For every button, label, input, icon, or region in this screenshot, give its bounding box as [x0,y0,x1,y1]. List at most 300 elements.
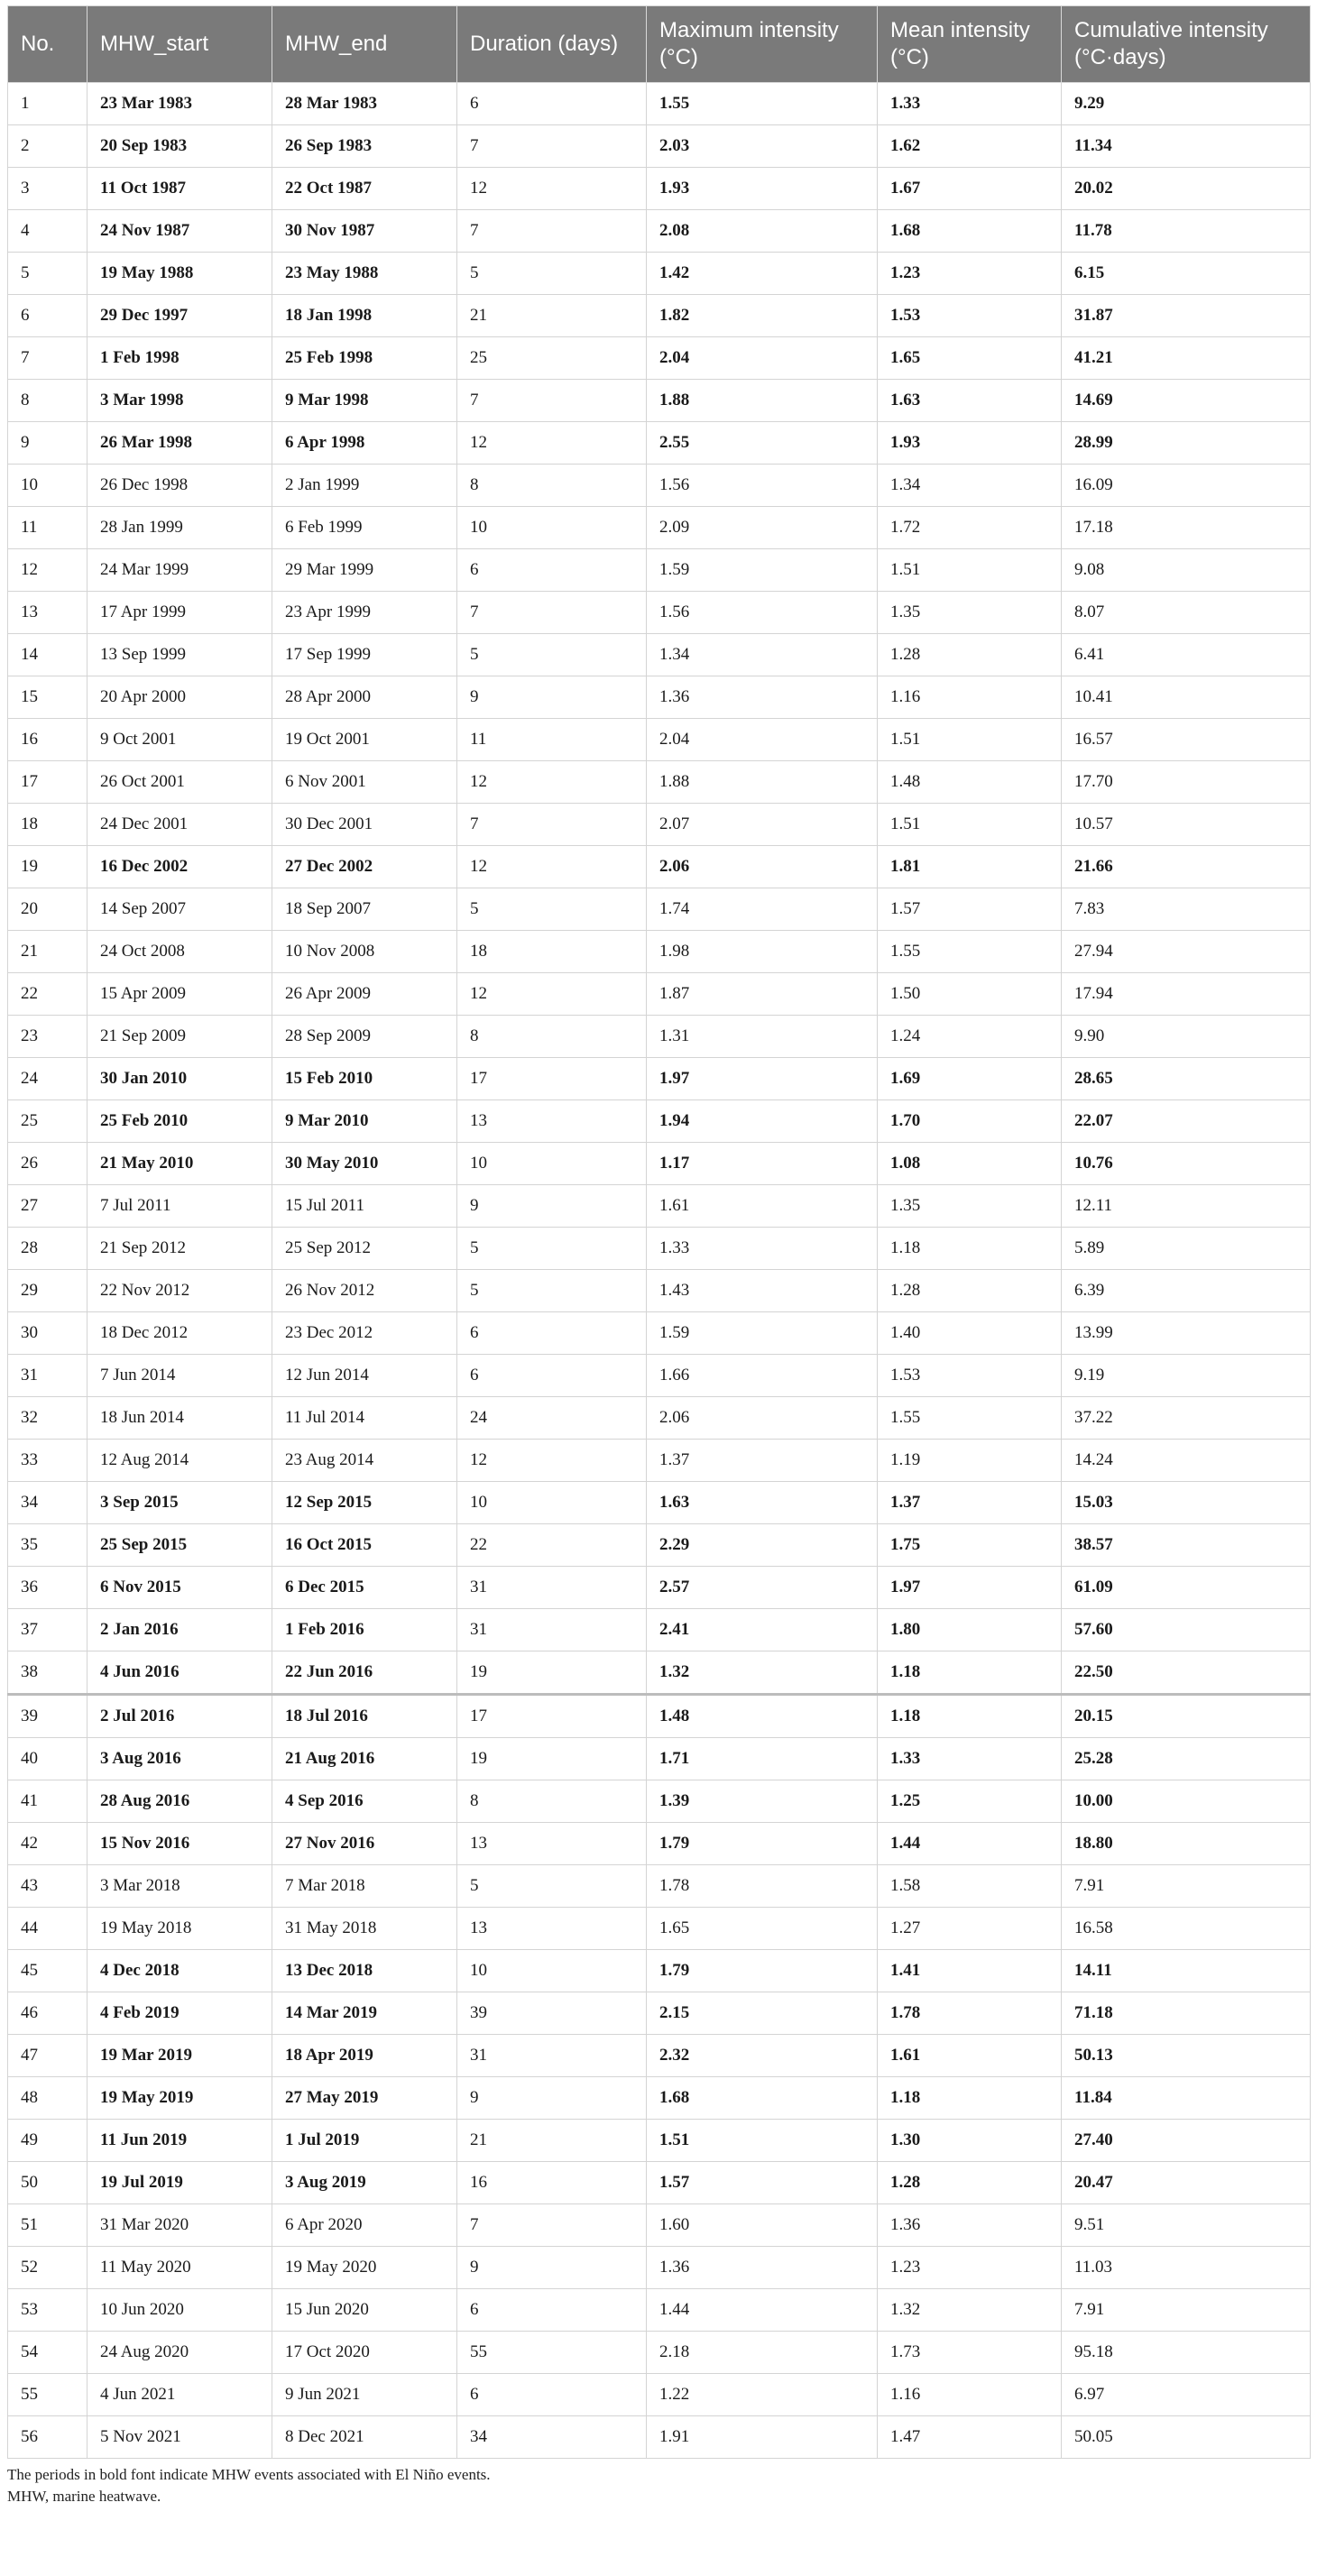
cell-max-intensity: 2.06 [647,1397,878,1440]
cell-cumulative-intensity: 37.22 [1062,1397,1311,1440]
cell-cumulative-intensity: 10.00 [1062,1780,1311,1823]
table-row [8,1908,1311,1950]
cell-mhw-start: 4 Jun 2016 [87,1651,272,1695]
header-max-intensity: Maximum intensity (°C) [647,6,878,83]
cell-mean-intensity: 1.57 [878,888,1062,931]
cell-max-intensity: 2.55 [647,422,878,465]
cell-mean-intensity: 1.80 [878,1609,1062,1651]
cell-max-intensity: 1.17 [647,1143,878,1185]
cell-mean-intensity: 1.33 [878,1738,1062,1780]
cell-cumulative-intensity: 71.18 [1062,1992,1311,2035]
table-row [8,2035,1311,2077]
table-row [8,1058,1311,1100]
table-row [8,1992,1311,2035]
cell-max-intensity: 1.32 [647,1651,878,1695]
cell-mean-intensity: 1.72 [878,507,1062,549]
cell-mean-intensity: 1.97 [878,1567,1062,1609]
cell-cumulative-intensity: 11.78 [1062,210,1311,253]
cell-max-intensity: 1.79 [647,1950,878,1992]
cell-no: 5 [8,253,87,295]
cell-mean-intensity: 1.47 [878,2416,1062,2459]
cell-mean-intensity: 1.70 [878,1100,1062,1143]
cell-mhw-start: 9 Oct 2001 [87,719,272,761]
table-row [8,1524,1311,1567]
cell-mhw-start: 24 Aug 2020 [87,2332,272,2374]
table-row [8,804,1311,846]
cell-mhw-start: 28 Aug 2016 [87,1780,272,1823]
cell-max-intensity: 2.41 [647,1609,878,1651]
table-row [8,1780,1311,1823]
cell-cumulative-intensity: 7.83 [1062,888,1311,931]
cell-mhw-start: 26 Dec 1998 [87,465,272,507]
table-row [8,253,1311,295]
cell-mhw-end: 15 Jun 2020 [272,2289,457,2332]
cell-max-intensity: 1.57 [647,2162,878,2204]
cell-cumulative-intensity: 11.84 [1062,2077,1311,2120]
cell-no: 16 [8,719,87,761]
table-row [8,761,1311,804]
cell-max-intensity: 1.98 [647,931,878,973]
cell-no: 10 [8,465,87,507]
cell-max-intensity: 1.42 [647,253,878,295]
cell-mean-intensity: 1.65 [878,337,1062,380]
cell-cumulative-intensity: 9.51 [1062,2204,1311,2247]
cell-no: 22 [8,973,87,1016]
cell-max-intensity: 1.87 [647,973,878,1016]
cell-no: 40 [8,1738,87,1780]
cell-no: 26 [8,1143,87,1185]
cell-no: 33 [8,1440,87,1482]
cell-mhw-end: 15 Jul 2011 [272,1185,457,1228]
cell-mhw-start: 5 Nov 2021 [87,2416,272,2459]
header-mhw-start: MHW_start [87,6,272,83]
cell-max-intensity: 1.60 [647,2204,878,2247]
table-row [8,676,1311,719]
header-cumulative-intensity: Cumulative intensity (°C·days) [1062,6,1311,83]
cell-mhw-start: 26 Oct 2001 [87,761,272,804]
cell-cumulative-intensity: 6.41 [1062,634,1311,676]
cell-mhw-end: 28 Mar 1983 [272,83,457,125]
cell-mean-intensity: 1.23 [878,2247,1062,2289]
cell-cumulative-intensity: 12.11 [1062,1185,1311,1228]
cell-mhw-end: 23 Dec 2012 [272,1312,457,1355]
cell-mhw-start: 24 Dec 2001 [87,804,272,846]
cell-max-intensity: 1.56 [647,465,878,507]
table-row [8,2289,1311,2332]
cell-no: 55 [8,2374,87,2416]
cell-mhw-end: 6 Feb 1999 [272,507,457,549]
cell-mhw-end: 23 Aug 2014 [272,1440,457,1482]
cell-mean-intensity: 1.55 [878,1397,1062,1440]
cell-max-intensity: 1.93 [647,168,878,210]
cell-max-intensity: 1.59 [647,549,878,592]
cell-cumulative-intensity: 95.18 [1062,2332,1311,2374]
cell-duration: 13 [457,1823,647,1865]
cell-mhw-end: 30 May 2010 [272,1143,457,1185]
cell-duration: 12 [457,168,647,210]
cell-mhw-end: 18 Apr 2019 [272,2035,457,2077]
cell-mhw-start: 4 Jun 2021 [87,2374,272,2416]
cell-cumulative-intensity: 20.47 [1062,2162,1311,2204]
cell-mhw-end: 11 Jul 2014 [272,1397,457,1440]
cell-no: 41 [8,1780,87,1823]
cell-mean-intensity: 1.53 [878,295,1062,337]
cell-duration: 8 [457,1016,647,1058]
cell-mhw-end: 30 Dec 2001 [272,804,457,846]
cell-cumulative-intensity: 9.08 [1062,549,1311,592]
cell-mhw-start: 25 Feb 2010 [87,1100,272,1143]
cell-no: 18 [8,804,87,846]
footnote-bold-periods: The periods in bold font indicate MHW events associated with El Niño events. [7,2466,491,2483]
cell-mean-intensity: 1.24 [878,1016,1062,1058]
table-row [8,465,1311,507]
cell-mhw-start: 7 Jul 2011 [87,1185,272,1228]
cell-mean-intensity: 1.61 [878,2035,1062,2077]
cell-mean-intensity: 1.50 [878,973,1062,1016]
cell-mean-intensity: 1.53 [878,1355,1062,1397]
cell-duration: 9 [457,2247,647,2289]
cell-cumulative-intensity: 27.40 [1062,2120,1311,2162]
cell-duration: 6 [457,83,647,125]
cell-mhw-start: 28 Jan 1999 [87,507,272,549]
cell-no: 39 [8,1695,87,1738]
cell-max-intensity: 1.59 [647,1312,878,1355]
cell-max-intensity: 1.36 [647,2247,878,2289]
cell-mean-intensity: 1.28 [878,2162,1062,2204]
cell-duration: 7 [457,2204,647,2247]
cell-max-intensity: 1.78 [647,1865,878,1908]
cell-duration: 6 [457,1355,647,1397]
cell-no: 52 [8,2247,87,2289]
mhw-events-table [7,5,1311,2459]
cell-max-intensity: 1.79 [647,1823,878,1865]
cell-mhw-start: 3 Sep 2015 [87,1482,272,1524]
cell-mhw-start: 7 Jun 2014 [87,1355,272,1397]
cell-mhw-end: 6 Apr 2020 [272,2204,457,2247]
table-row [8,168,1311,210]
table-header [8,6,1311,83]
header-mhw-end: MHW_end [272,6,457,83]
cell-mhw-start: 21 Sep 2012 [87,1228,272,1270]
cell-mhw-end: 1 Jul 2019 [272,2120,457,2162]
cell-cumulative-intensity: 27.94 [1062,931,1311,973]
cell-mhw-end: 6 Nov 2001 [272,761,457,804]
table-row [8,549,1311,592]
table-row [8,2162,1311,2204]
cell-duration: 7 [457,592,647,634]
cell-duration: 5 [457,1228,647,1270]
cell-mhw-end: 17 Oct 2020 [272,2332,457,2374]
cell-duration: 17 [457,1695,647,1738]
cell-max-intensity: 1.88 [647,380,878,422]
cell-no: 27 [8,1185,87,1228]
cell-duration: 19 [457,1738,647,1780]
cell-mhw-start: 16 Dec 2002 [87,846,272,888]
cell-cumulative-intensity: 28.99 [1062,422,1311,465]
cell-no: 17 [8,761,87,804]
cell-mhw-end: 10 Nov 2008 [272,931,457,973]
cell-mhw-start: 24 Oct 2008 [87,931,272,973]
cell-mhw-end: 18 Jul 2016 [272,1695,457,1738]
table-row [8,1482,1311,1524]
cell-no: 20 [8,888,87,931]
cell-duration: 16 [457,2162,647,2204]
cell-mean-intensity: 1.16 [878,2374,1062,2416]
cell-max-intensity: 1.74 [647,888,878,931]
cell-mhw-end: 23 Apr 1999 [272,592,457,634]
cell-mhw-start: 21 May 2010 [87,1143,272,1185]
cell-max-intensity: 2.18 [647,2332,878,2374]
cell-duration: 8 [457,1780,647,1823]
cell-mhw-end: 6 Dec 2015 [272,1567,457,1609]
cell-cumulative-intensity: 6.39 [1062,1270,1311,1312]
cell-cumulative-intensity: 9.90 [1062,1016,1311,1058]
cell-mean-intensity: 1.30 [878,2120,1062,2162]
table-row [8,719,1311,761]
cell-duration: 10 [457,1950,647,1992]
cell-mean-intensity: 1.78 [878,1992,1062,2035]
cell-max-intensity: 1.44 [647,2289,878,2332]
cell-mhw-end: 27 Dec 2002 [272,846,457,888]
cell-max-intensity: 1.37 [647,1440,878,1482]
cell-mean-intensity: 1.67 [878,168,1062,210]
cell-no: 4 [8,210,87,253]
cell-duration: 6 [457,2374,647,2416]
cell-mean-intensity: 1.19 [878,1440,1062,1482]
cell-no: 30 [8,1312,87,1355]
cell-cumulative-intensity: 10.57 [1062,804,1311,846]
cell-cumulative-intensity: 20.15 [1062,1695,1311,1738]
cell-mean-intensity: 1.51 [878,549,1062,592]
cell-mhw-start: 18 Dec 2012 [87,1312,272,1355]
cell-duration: 7 [457,125,647,168]
cell-no: 36 [8,1567,87,1609]
table-row [8,1651,1311,1695]
cell-duration: 8 [457,465,647,507]
table-row [8,1100,1311,1143]
cell-cumulative-intensity: 41.21 [1062,337,1311,380]
cell-cumulative-intensity: 28.65 [1062,1058,1311,1100]
cell-cumulative-intensity: 16.58 [1062,1908,1311,1950]
cell-mean-intensity: 1.81 [878,846,1062,888]
cell-mean-intensity: 1.34 [878,465,1062,507]
cell-max-intensity: 1.61 [647,1185,878,1228]
cell-mhw-end: 22 Oct 1987 [272,168,457,210]
cell-no: 14 [8,634,87,676]
cell-mhw-start: 11 May 2020 [87,2247,272,2289]
cell-duration: 11 [457,719,647,761]
cell-cumulative-intensity: 14.11 [1062,1950,1311,1992]
cell-max-intensity: 1.55 [647,83,878,125]
cell-mhw-start: 19 May 1988 [87,253,272,295]
cell-no: 6 [8,295,87,337]
table-row [8,2120,1311,2162]
cell-mhw-end: 26 Apr 2009 [272,973,457,1016]
cell-duration: 10 [457,507,647,549]
cell-mean-intensity: 1.69 [878,1058,1062,1100]
cell-duration: 31 [457,2035,647,2077]
cell-mhw-start: 19 May 2019 [87,2077,272,2120]
cell-mhw-start: 1 Feb 1998 [87,337,272,380]
cell-max-intensity: 2.03 [647,125,878,168]
cell-duration: 12 [457,422,647,465]
cell-mean-intensity: 1.93 [878,422,1062,465]
cell-mean-intensity: 1.51 [878,804,1062,846]
cell-mhw-end: 25 Feb 1998 [272,337,457,380]
cell-mhw-end: 7 Mar 2018 [272,1865,457,1908]
cell-no: 49 [8,2120,87,2162]
cell-mhw-start: 2 Jul 2016 [87,1695,272,1738]
cell-duration: 7 [457,210,647,253]
cell-duration: 22 [457,1524,647,1567]
cell-max-intensity: 1.94 [647,1100,878,1143]
cell-max-intensity: 1.51 [647,2120,878,2162]
cell-duration: 7 [457,380,647,422]
cell-no: 50 [8,2162,87,2204]
cell-mhw-end: 12 Jun 2014 [272,1355,457,1397]
cell-cumulative-intensity: 7.91 [1062,2289,1311,2332]
cell-mean-intensity: 1.18 [878,1228,1062,1270]
cell-max-intensity: 2.08 [647,210,878,253]
table-row [8,1397,1311,1440]
cell-mhw-end: 3 Aug 2019 [272,2162,457,2204]
table-row [8,210,1311,253]
table-row [8,1185,1311,1228]
cell-mean-intensity: 1.18 [878,2077,1062,2120]
cell-duration: 12 [457,1440,647,1482]
cell-max-intensity: 1.97 [647,1058,878,1100]
cell-mhw-end: 23 May 1988 [272,253,457,295]
cell-cumulative-intensity: 17.70 [1062,761,1311,804]
cell-mean-intensity: 1.58 [878,1865,1062,1908]
cell-max-intensity: 1.39 [647,1780,878,1823]
cell-no: 37 [8,1609,87,1651]
cell-mhw-start: 26 Mar 1998 [87,422,272,465]
table-row [8,888,1311,931]
cell-cumulative-intensity: 8.07 [1062,592,1311,634]
cell-mhw-start: 29 Dec 1997 [87,295,272,337]
cell-cumulative-intensity: 57.60 [1062,1609,1311,1651]
cell-duration: 12 [457,761,647,804]
cell-duration: 7 [457,804,647,846]
cell-mhw-end: 1 Feb 2016 [272,1609,457,1651]
cell-no: 15 [8,676,87,719]
cell-duration: 21 [457,295,647,337]
cell-no: 43 [8,1865,87,1908]
table-row [8,1440,1311,1482]
table-row [8,1738,1311,1780]
cell-duration: 21 [457,2120,647,2162]
cell-mhw-start: 24 Mar 1999 [87,549,272,592]
cell-mhw-start: 20 Sep 1983 [87,125,272,168]
cell-mhw-start: 31 Mar 2020 [87,2204,272,2247]
cell-max-intensity: 1.48 [647,1695,878,1738]
cell-mhw-start: 19 Mar 2019 [87,2035,272,2077]
cell-duration: 25 [457,337,647,380]
cell-mhw-start: 19 Jul 2019 [87,2162,272,2204]
table-row [8,1823,1311,1865]
table-row [8,634,1311,676]
cell-mhw-start: 13 Sep 1999 [87,634,272,676]
cell-mean-intensity: 1.37 [878,1482,1062,1524]
table-body [8,83,1311,2459]
cell-no: 19 [8,846,87,888]
cell-mhw-start: 11 Jun 2019 [87,2120,272,2162]
cell-no: 56 [8,2416,87,2459]
cell-duration: 5 [457,1270,647,1312]
cell-cumulative-intensity: 21.66 [1062,846,1311,888]
cell-no: 9 [8,422,87,465]
table-row [8,1567,1311,1609]
cell-mhw-end: 15 Feb 2010 [272,1058,457,1100]
cell-duration: 31 [457,1609,647,1651]
cell-cumulative-intensity: 11.34 [1062,125,1311,168]
cell-no: 38 [8,1651,87,1695]
cell-duration: 12 [457,973,647,1016]
cell-mhw-end: 25 Sep 2012 [272,1228,457,1270]
header-mean-intensity: Mean intensity (°C) [878,6,1062,83]
cell-mhw-start: 11 Oct 1987 [87,168,272,210]
cell-max-intensity: 1.36 [647,676,878,719]
cell-no: 48 [8,2077,87,2120]
cell-no: 8 [8,380,87,422]
table-row [8,846,1311,888]
cell-mhw-end: 12 Sep 2015 [272,1482,457,1524]
cell-mean-intensity: 1.28 [878,634,1062,676]
table-row [8,1312,1311,1355]
cell-cumulative-intensity: 11.03 [1062,2247,1311,2289]
cell-cumulative-intensity: 22.50 [1062,1651,1311,1695]
cell-no: 51 [8,2204,87,2247]
cell-no: 11 [8,507,87,549]
table-container [7,5,1310,2507]
table-row [8,2077,1311,2120]
table-row [8,2332,1311,2374]
cell-max-intensity: 1.82 [647,295,878,337]
cell-duration: 39 [457,1992,647,2035]
cell-mhw-end: 2 Jan 1999 [272,465,457,507]
table-row [8,422,1311,465]
cell-mhw-end: 9 Jun 2021 [272,2374,457,2416]
cell-max-intensity: 2.06 [647,846,878,888]
table-row [8,1016,1311,1058]
cell-no: 32 [8,1397,87,1440]
cell-max-intensity: 2.04 [647,337,878,380]
cell-max-intensity: 1.31 [647,1016,878,1058]
table-row [8,83,1311,125]
cell-mean-intensity: 1.32 [878,2289,1062,2332]
cell-cumulative-intensity: 50.13 [1062,2035,1311,2077]
cell-max-intensity: 1.34 [647,634,878,676]
cell-duration: 34 [457,2416,647,2459]
cell-mhw-end: 19 May 2020 [272,2247,457,2289]
cell-mean-intensity: 1.44 [878,1823,1062,1865]
cell-cumulative-intensity: 10.41 [1062,676,1311,719]
cell-cumulative-intensity: 5.89 [1062,1228,1311,1270]
table-row [8,1950,1311,1992]
cell-mhw-end: 8 Dec 2021 [272,2416,457,2459]
cell-max-intensity: 1.22 [647,2374,878,2416]
table-row [8,125,1311,168]
table-footnotes [7,2464,1310,2507]
cell-duration: 6 [457,2289,647,2332]
cell-duration: 5 [457,253,647,295]
cell-mhw-end: 28 Sep 2009 [272,1016,457,1058]
cell-duration: 13 [457,1100,647,1143]
cell-cumulative-intensity: 38.57 [1062,1524,1311,1567]
cell-mhw-start: 21 Sep 2009 [87,1016,272,1058]
cell-mean-intensity: 1.73 [878,2332,1062,2374]
